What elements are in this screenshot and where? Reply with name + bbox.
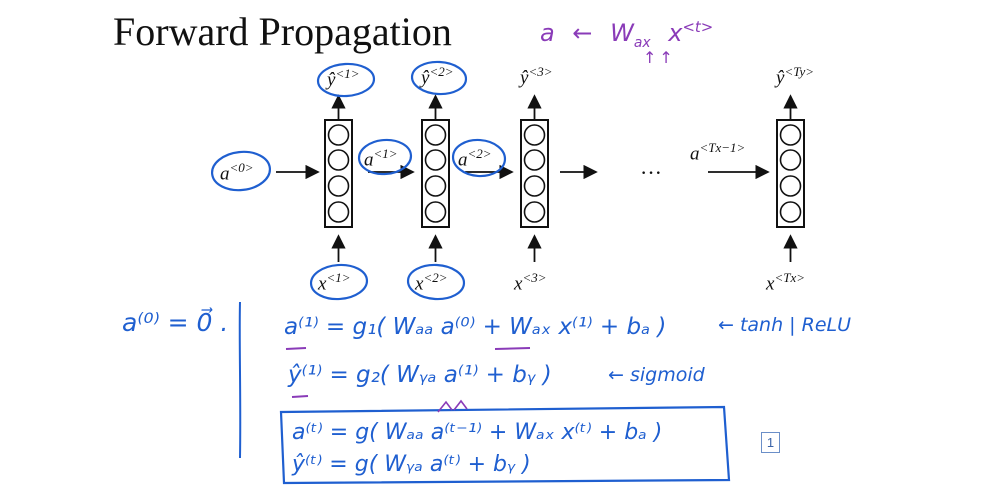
rnn-cell-Tx [777, 120, 804, 227]
top-annotation-input: $x^{<t>}$ [668, 18, 714, 47]
page-title: Forward Propagation [113, 9, 452, 54]
equation-a1-note: ← tanh | ReLU [718, 314, 851, 336]
rnn-cell-3 [521, 120, 548, 227]
input-xTx: $x^{<Tx>}$ [766, 270, 805, 295]
input-arrows [339, 236, 791, 262]
equation-y1-note: ← sigmoid [608, 364, 705, 386]
output-yTy: $ŷ^{<Ty>}$ [776, 64, 815, 89]
top-annotation-arrow: ← [572, 19, 593, 47]
top-annotation-marks: ↑↑ [643, 48, 676, 67]
input-x2: $x^{<2>}$ [415, 270, 448, 295]
init-equation: a⁽⁰⁾ = 0⃗ . [122, 308, 229, 337]
output-arrows [339, 96, 791, 119]
equation-at: a⁽ᵗ⁾ = g( Wₐₐ a⁽ᵗ⁻¹⁾ + Wₐₓ x⁽ᵗ⁾ + bₐ ) [292, 420, 663, 445]
label-a2: $a^{<2>}$ [458, 146, 492, 171]
output-y2: $ŷ^{<2>}$ [421, 64, 454, 89]
page-number[interactable]: 1 [761, 432, 780, 453]
input-x3: $x^{<3>}$ [514, 270, 547, 295]
label-a0: $a^{<0>}$ [220, 160, 254, 185]
equation-yt: ŷ⁽ᵗ⁾ = g( Wᵧₐ a⁽ᵗ⁾ + bᵧ ) [292, 452, 531, 477]
rnn-cell-1 [325, 120, 352, 227]
blue-separator-line [240, 302, 241, 458]
output-y3: $ŷ^{<3>}$ [520, 64, 553, 89]
input-x1: $x^{<1>}$ [318, 270, 351, 295]
rnn-cell-2 [422, 120, 449, 227]
top-annotation [540, 18, 713, 51]
ellipsis: ··· [640, 160, 662, 185]
output-y1: $ŷ^{<1>}$ [327, 66, 360, 91]
equation-y1: ŷ⁽¹⁾ = g₂( Wᵧₐ a⁽¹⁾ + bᵧ ) [288, 362, 552, 388]
top-annotation-weight: $W_{ax}$ [610, 19, 651, 51]
blue-annotation-circles [210, 61, 506, 301]
label-a1: $a^{<1>}$ [364, 146, 398, 171]
label-aTx-minus-1: $a^{<Tx-1>}$ [690, 140, 746, 165]
top-annotation-lhs: a [540, 19, 555, 47]
equation-a1: a⁽¹⁾ = g₁( Wₐₐ a⁽⁰⁾ + Wₐₓ x⁽¹⁾ + bₐ ) [284, 314, 667, 340]
